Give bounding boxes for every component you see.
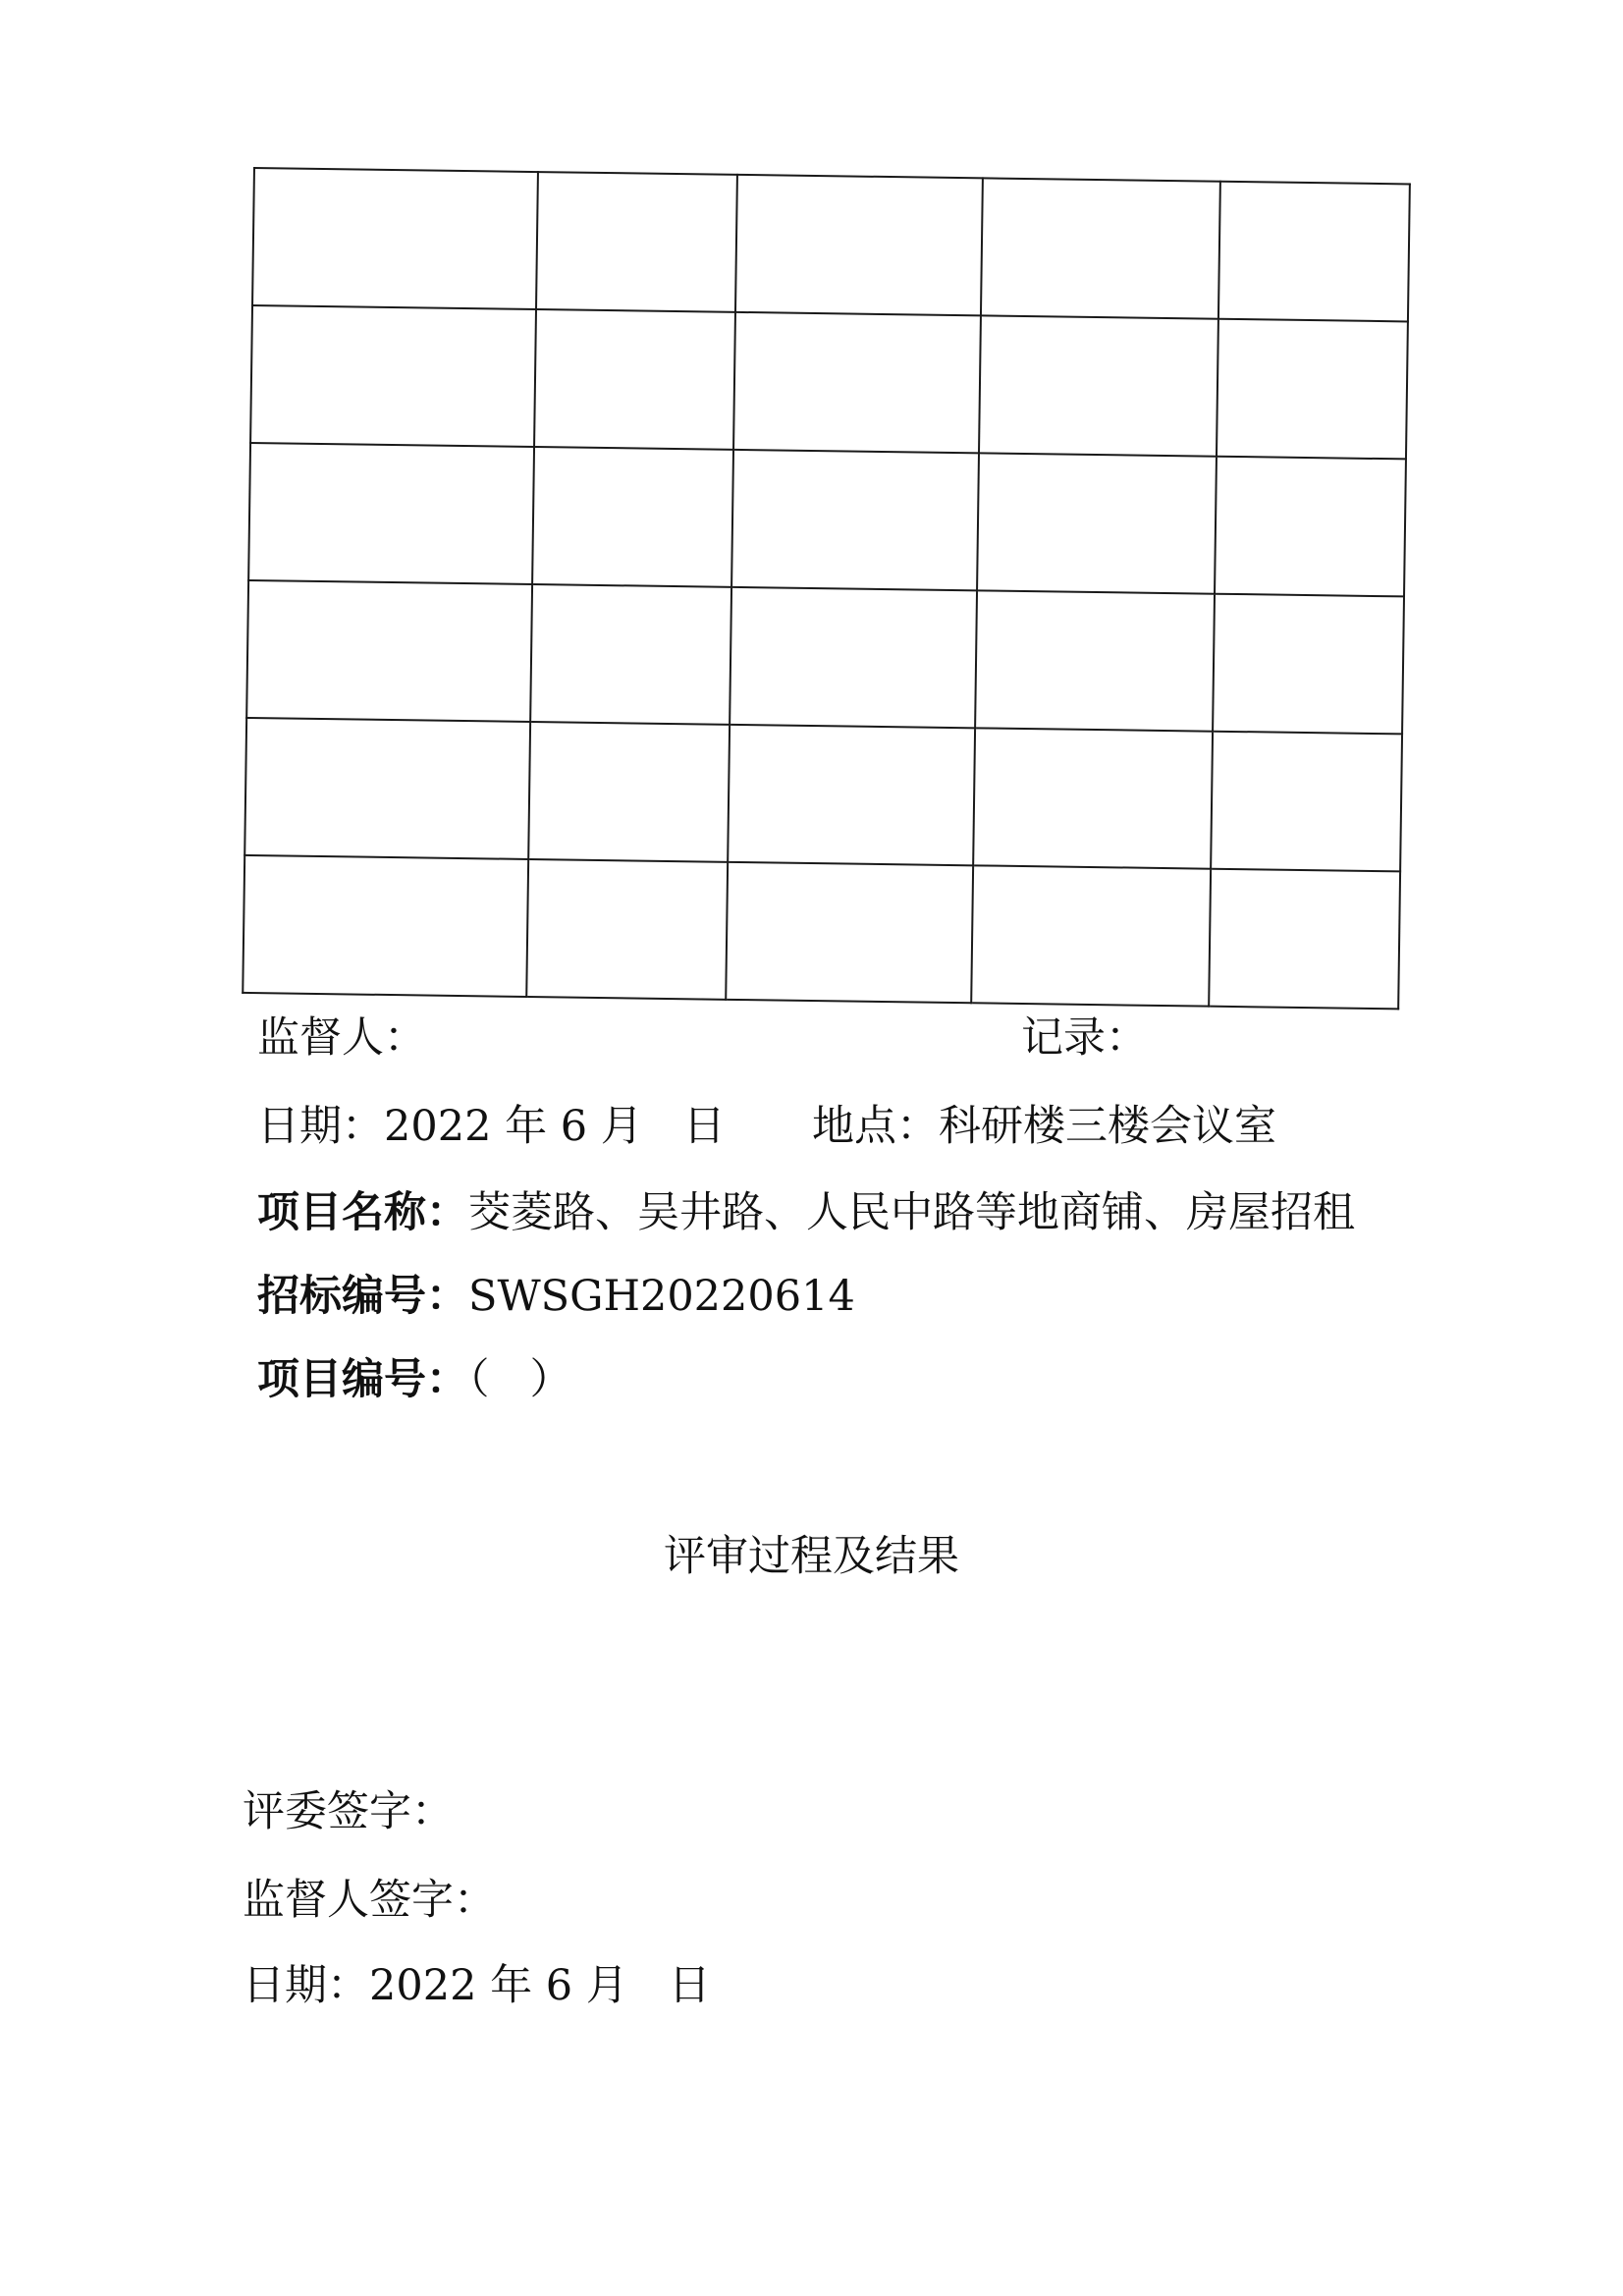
- table-cell: [973, 728, 1213, 868]
- project-number-label: 项目编号：: [257, 1355, 468, 1404]
- table-cell: [733, 312, 981, 453]
- table-cell: [975, 590, 1215, 731]
- recorder-label: 记录：: [1021, 1013, 1148, 1063]
- review-section-title: 评审过程及结果: [664, 1532, 959, 1581]
- signature-date-label: 日期：: [243, 1961, 369, 2010]
- project-number-field: [257, 1354, 572, 1405]
- table-cell: [979, 315, 1218, 456]
- supervisor-signature-label: 监督人签字：: [243, 1876, 496, 1925]
- table-row: [244, 718, 1402, 871]
- table-cell: [1211, 732, 1402, 872]
- table-cell: [731, 450, 979, 590]
- project-name-field: [257, 1187, 1355, 1238]
- table-cell: [534, 309, 735, 450]
- table-cell: [1215, 457, 1406, 597]
- table-cell: [526, 859, 728, 1000]
- table-cell: [250, 305, 536, 447]
- table-cell: [528, 722, 730, 862]
- date-field: [257, 1101, 726, 1152]
- table-cell: [536, 172, 737, 312]
- location-value: 科研楼三楼会议室: [939, 1102, 1276, 1151]
- project-number-value: （ ）: [468, 1355, 572, 1404]
- table-cell: [981, 178, 1220, 318]
- table-cell: [977, 453, 1217, 593]
- location-field: [812, 1101, 1276, 1152]
- table-row: [246, 580, 1404, 734]
- project-name-value: 茭菱路、吴井路、人民中路等地商铺、房屋招租: [468, 1188, 1355, 1237]
- table-row: [243, 855, 1400, 1009]
- table-cell: [248, 443, 534, 584]
- table-cell: [244, 718, 530, 859]
- table-cell: [1213, 594, 1404, 735]
- table-cell: [1209, 869, 1400, 1010]
- table-cell: [726, 862, 973, 1003]
- table-row: [248, 443, 1406, 596]
- table-cell: [1218, 182, 1410, 322]
- tender-number-value: SWSGH20220614: [468, 1272, 855, 1321]
- tender-number-label: 招标编号：: [257, 1272, 468, 1321]
- table-cell: [730, 587, 977, 728]
- table-cell: [252, 168, 538, 309]
- supervisor-label: 监督人：: [257, 1013, 426, 1063]
- project-name-label: 项目名称：: [257, 1188, 468, 1237]
- location-label: 地点：: [812, 1102, 939, 1151]
- date-value: 2022 年 6 月 日: [384, 1102, 726, 1151]
- table-cell: [246, 580, 532, 722]
- judges-signature-label: 评委签字：: [243, 1787, 454, 1836]
- table-cell: [243, 855, 528, 997]
- table-cell: [735, 175, 983, 315]
- table-cell: [530, 584, 731, 725]
- table-row: [252, 168, 1410, 321]
- date-label: 日期：: [257, 1102, 384, 1151]
- table-cell: [728, 725, 975, 865]
- signature-date-field: [243, 1960, 711, 2011]
- tender-number-field: [257, 1271, 855, 1322]
- table-row: [250, 305, 1408, 459]
- signature-date-value: 2022 年 6 月 日: [369, 1961, 711, 2010]
- table-cell: [1217, 319, 1408, 460]
- table-cell: [532, 447, 733, 587]
- table-cell: [971, 865, 1211, 1006]
- blank-form-table: [242, 167, 1411, 1010]
